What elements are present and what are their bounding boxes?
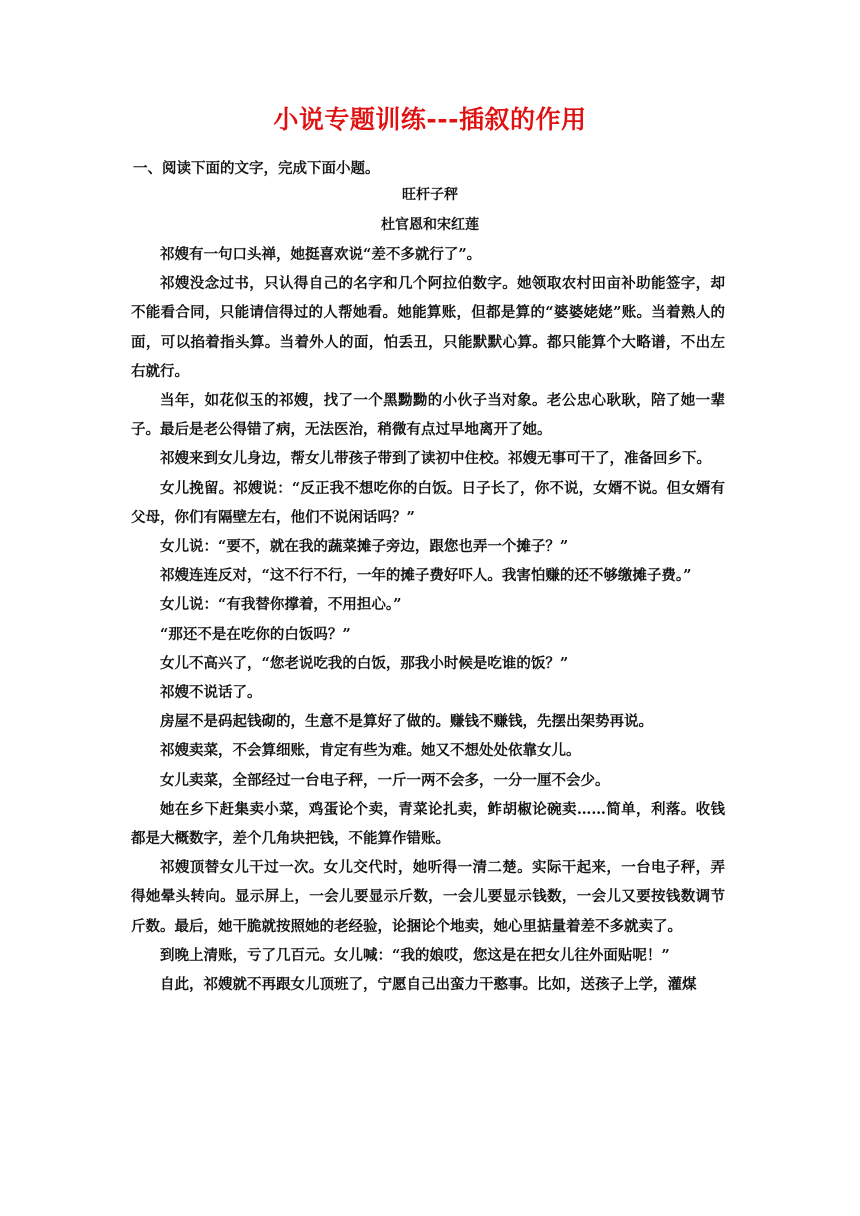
paragraph: 自此，祁嫂就不再跟女儿顶班了，宁愿自己出蛮力干憨事。比如，送孩子上学，灌煤 [160,976,697,994]
paragraph: 女儿说：“要不，就在我的蔬菜摊子旁边，跟您也弄一个摊子？” [160,538,569,556]
paragraph: 祁嫂来到女儿身边，帮女儿带孩子带到了读初中住校。祁嫂无事可干了，准备回乡下。 [160,450,711,468]
paragraph: 到晚上清账，亏了几百元。女儿喊：“我的娘哎，您这是在把女儿往外面贴呢！” [160,946,670,964]
paragraph: 房屋不是码起钱砌的，生意不是算好了做的。赚钱不赚钱，先摆出架势再说。 [160,713,653,731]
question-heading: 一、阅读下面的文字，完成下面小题。 [133,160,380,177]
story-author: 杜官恩和宋红莲 [381,217,479,233]
paragraph: 她在乡下赶集卖小菜，鸡蛋论个卖，青菜论扎卖，鲊胡椒论碗卖……简单，利落。收钱都是大概数字，差个几角块把钱，不能算作错账。 [131,800,725,848]
paragraph: 祁嫂卖菜，不会算细账，肯定有些为难。她又不想处处依靠女儿。 [160,742,581,760]
paragraph: “那还不是在吃你的白饭吗？” [160,625,351,643]
paragraph: 女儿说：“有我替你撑着，不用担心。” [160,596,402,614]
story-body [131,240,725,999]
paragraph: 女儿不高兴了，“您老说吃我的白饭，那我小时候是吃谁的饭？” [160,654,569,672]
story-title: 旺杆子秤 [402,187,458,203]
paragraph: 祁嫂不说话了。 [160,684,262,702]
paragraph: 女儿挽留。祁嫂说：“反正我不想吃你的白饭。日子长了，你不说，女婿不说。但女婿有父母，你们有隔壁左右，他们不说闲话吗？” [131,479,725,526]
document-title: 小说专题训练---插叙的作用 [273,105,587,134]
paragraph: 祁嫂顶替女儿干过一次。女儿交代时，她听得一清二楚。实际干起来，一台电子秤，弄得她晕头转向。显示屏上，一会儿要显示斤数，一会儿要显示钱数，一会儿又要按钱数调节斤数。最后，她干脆就按照她的老经验，论捆论个地卖，她心里掂量着差不多就卖了。 [131,859,725,935]
paragraph: 祁嫂有一句口头禅，她挺喜欢说“差不多就行了”。 [160,246,482,263]
paragraph: 祁嫂没念过书，只认得自己的名字和几个阿拉伯数字。她领取农村田亩补助能签字，却不能看合同，只能请信得过的人帮她看。她能算账，但都是算的“婆婆姥姥”账。当着熟人的面，可以掐着指头算。当着外人的面，怕丢丑，只能默默心算。都只能算个大略谱，不出左右就行。 [131,275,725,380]
paragraph: 祁嫂连连反对，“这不行不行，一年的摊子费好吓人。我害怕赚的还不够缴摊子费。” [160,567,692,585]
paragraph: 当年，如花似玉的祁嫂，找了一个黑黝黝的小伙子当对象。老公忠心耿耿，陪了她一辈子。最后是老公得错了病，无法医治，稍微有点过早地离开了她。 [131,392,725,439]
paragraph: 女儿卖菜，全部经过一台电子秤，一斤一两不会多，一分一厘不会少。 [160,771,610,789]
